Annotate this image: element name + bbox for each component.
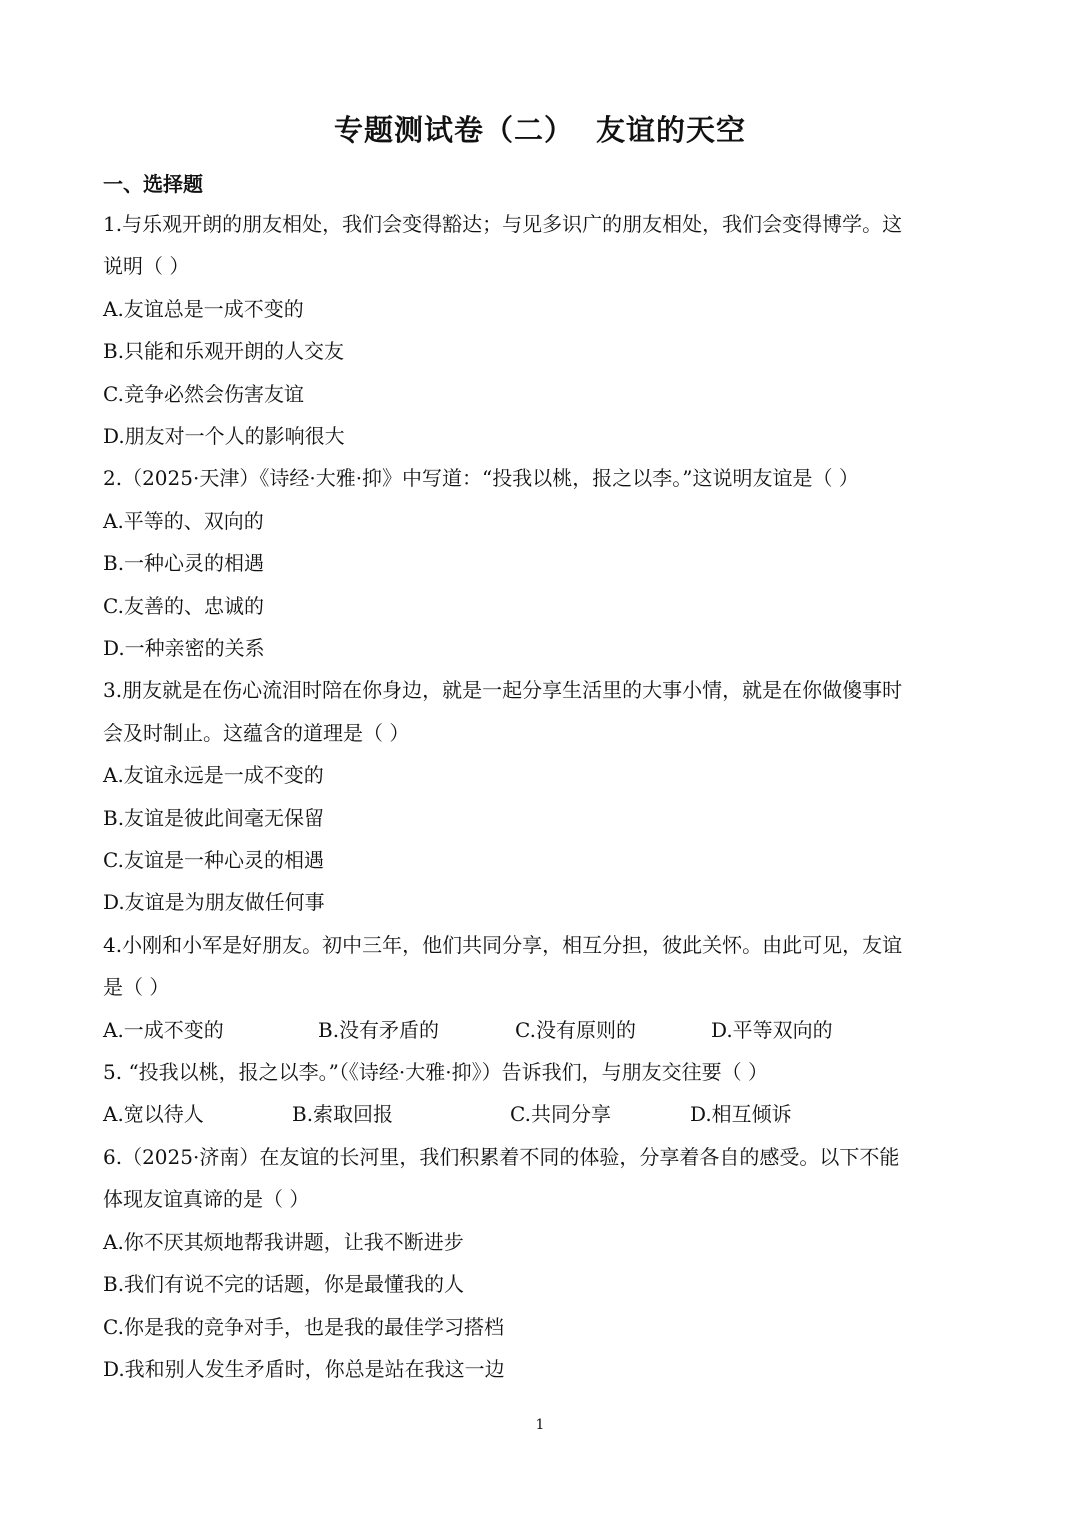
q1-option-a: A.友谊总是一成不变的 bbox=[103, 297, 304, 321]
q1-option-b: B.只能和乐观开朗的人交友 bbox=[103, 339, 345, 363]
title-part-2: 友谊的天空 bbox=[596, 113, 747, 147]
q3-option-d: D.友谊是为朋友做任何事 bbox=[103, 890, 325, 914]
q3-stem-line-1: 3.朋友就是在伤心流泪时陪在你身边，就是一起分享生活里的大事小情，就是在你做傻事时 bbox=[103, 678, 903, 702]
q5-option-a: A.宽以待人 bbox=[103, 1102, 204, 1126]
q5-option-b: B.索取回报 bbox=[292, 1102, 394, 1126]
q2-option-d: D.一种亲密的关系 bbox=[103, 636, 265, 660]
section-heading: 一、选择题 bbox=[103, 172, 203, 196]
q4-option-d: D.平等双向的 bbox=[711, 1018, 833, 1042]
q2-option-a: A.平等的、双向的 bbox=[103, 509, 264, 533]
q6-stem-line-1: 6.（2025·济南）在友谊的长河里，我们积累着不同的体验，分享着各自的感受。以下不能 bbox=[103, 1145, 900, 1169]
q6-stem-line-2: 体现友谊真谛的是（ ） bbox=[103, 1187, 310, 1211]
q3-stem-line-2: 会及时制止。这蕴含的道理是（ ） bbox=[103, 721, 410, 745]
q3-option-a: A.友谊永远是一成不变的 bbox=[103, 763, 324, 787]
page-number: 1 bbox=[535, 1417, 545, 1433]
q3-option-c: C.友谊是一种心灵的相遇 bbox=[103, 848, 324, 872]
q5-option-d: D.相互倾诉 bbox=[690, 1102, 792, 1126]
q6-option-c: C.你是我的竞争对手，也是我的最佳学习搭档 bbox=[103, 1315, 504, 1339]
q4-stem-line-1: 4.小刚和小军是好朋友。初中三年，他们共同分享，相互分担，彼此关怀。由此可见，友谊 bbox=[103, 933, 903, 957]
q4-option-b: B.没有矛盾的 bbox=[318, 1018, 440, 1042]
title-part-1: 专题测试卷（二） bbox=[333, 113, 574, 147]
q6-option-d: D.我和别人发生矛盾时，你总是站在我这一边 bbox=[103, 1357, 505, 1381]
q1-stem-line-1: 1.与乐观开朗的朋友相处，我们会变得豁达；与见多识广的朋友相处，我们会变得博学。这 bbox=[103, 212, 903, 236]
q4-option-c: C.没有原则的 bbox=[515, 1018, 636, 1042]
q4-option-a: A.一成不变的 bbox=[103, 1018, 224, 1042]
q6-option-b: B.我们有说不完的话题，你是最懂我的人 bbox=[103, 1272, 465, 1296]
q2-stem-line-1: 2.（2025·天津）《诗经·大雅·抑》中写道：“投我以桃，报之以李。”这说明友谊是（ ） bbox=[103, 466, 859, 490]
q5-option-c: C.共同分享 bbox=[510, 1102, 611, 1126]
q6-option-a: A.你不厌其烦地帮我讲题，让我不断进步 bbox=[103, 1230, 464, 1254]
q3-option-b: B.友谊是彼此间毫无保留 bbox=[103, 806, 325, 830]
q2-option-c: C.友善的、忠诚的 bbox=[103, 594, 264, 618]
q1-option-d: D.朋友对一个人的影响很大 bbox=[103, 424, 345, 448]
page-title bbox=[0, 108, 1080, 149]
q1-option-c: C.竞争必然会伤害友谊 bbox=[103, 382, 304, 406]
q5-stem-line-1: 5. “投我以桃，报之以李。”（《诗经·大雅·抑》）告诉我们，与朋友交往要（ ） bbox=[103, 1060, 768, 1084]
q1-stem-line-2: 说明（ ） bbox=[103, 254, 190, 278]
q4-stem-line-2: 是（ ） bbox=[103, 975, 170, 999]
q2-option-b: B.一种心灵的相遇 bbox=[103, 551, 265, 575]
